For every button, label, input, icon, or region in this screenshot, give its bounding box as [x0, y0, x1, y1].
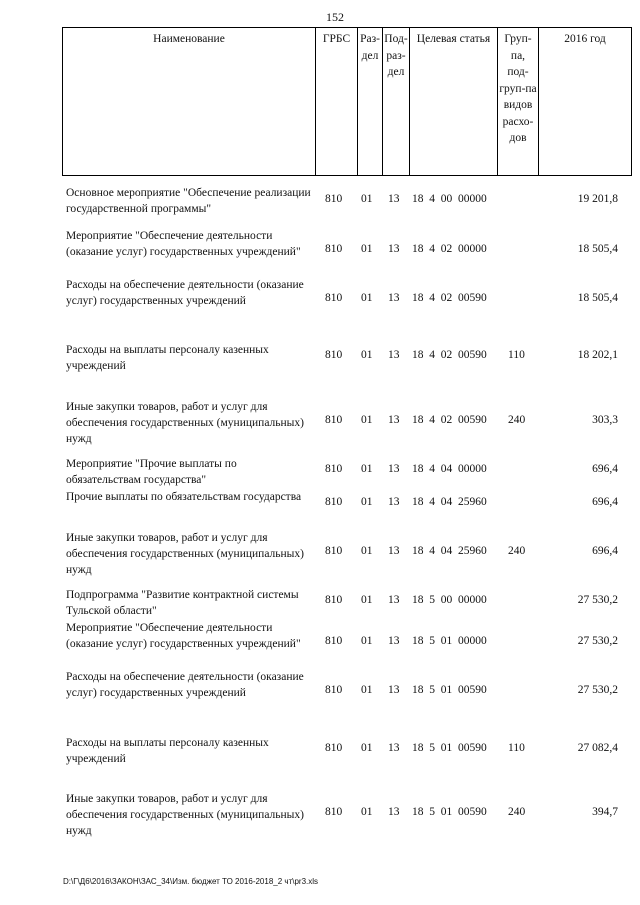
row-amount: 303,3 — [592, 414, 618, 426]
row-target: 18 5 01 00590 — [412, 742, 487, 754]
header-target: Целевая статья — [410, 28, 498, 176]
row-target: 18 4 02 00590 — [412, 414, 487, 426]
row-group: 240 — [508, 414, 526, 426]
row-grbs: 810 — [325, 545, 343, 557]
row-group: 240 — [508, 806, 526, 818]
row-razdel: 01 — [361, 463, 373, 475]
row-amount: 19 201,8 — [577, 193, 618, 205]
row-group: 240 — [508, 545, 526, 557]
row-name: Расходы на выплаты персоналу казенных учреждений — [66, 344, 269, 372]
row-razdel: 01 — [361, 349, 373, 361]
row-podrazdel: 13 — [388, 594, 400, 606]
row-amount: 27 082,4 — [577, 742, 618, 754]
row-podrazdel: 13 — [388, 414, 400, 426]
row-podrazdel: 13 — [388, 243, 400, 255]
row-target: 18 5 01 00590 — [412, 806, 487, 818]
row-razdel: 01 — [361, 193, 373, 205]
row-group: 110 — [508, 742, 525, 754]
row-grbs: 810 — [325, 635, 343, 647]
row-target: 18 5 01 00000 — [412, 635, 487, 647]
row-amount: 696,4 — [592, 545, 618, 557]
row-name: Расходы на выплаты персоналу казенных учреждений — [66, 737, 269, 765]
row-target: 18 5 00 00000 — [412, 594, 487, 606]
row-amount: 18 505,4 — [577, 243, 618, 255]
row-razdel: 01 — [361, 684, 373, 696]
row-podrazdel: 13 — [388, 292, 400, 304]
row-podrazdel: 13 — [388, 742, 400, 754]
row-grbs: 810 — [325, 594, 343, 606]
row-grbs: 810 — [325, 414, 343, 426]
header-podrazdel: Под-раз-дел — [383, 28, 410, 176]
row-target: 18 4 04 25960 — [412, 545, 487, 557]
row-razdel: 01 — [361, 243, 373, 255]
row-name: Расходы на обеспечение деятельности (оказание услуг) государственных учреждений — [66, 279, 304, 307]
row-name: Мероприятие "Обеспечение деятельности (оказание услуг) государственных учреждений" — [66, 230, 301, 258]
row-podrazdel: 13 — [388, 806, 400, 818]
table-header — [62, 27, 632, 176]
row-grbs: 810 — [325, 742, 343, 754]
row-grbs: 810 — [325, 684, 343, 696]
row-grbs: 810 — [325, 243, 343, 255]
row-target: 18 4 02 00000 — [412, 243, 487, 255]
row-target: 18 4 02 00590 — [412, 349, 487, 361]
header-year: 2016 год — [539, 28, 632, 176]
row-razdel: 01 — [361, 414, 373, 426]
row-amount: 18 202,1 — [577, 349, 618, 361]
row-podrazdel: 13 — [388, 684, 400, 696]
row-grbs: 810 — [325, 806, 343, 818]
row-grbs: 810 — [325, 463, 343, 475]
row-razdel: 01 — [361, 545, 373, 557]
row-amount: 18 505,4 — [577, 292, 618, 304]
row-podrazdel: 13 — [388, 635, 400, 647]
row-razdel: 01 — [361, 806, 373, 818]
header-grbs: ГРБС — [316, 28, 358, 176]
row-name: Подпрограмма "Развитие контрактной системы Тульской области" — [66, 589, 299, 617]
row-name: Иные закупки товаров, работ и услуг для обеспечения государственных (муниципальных) нужд — [66, 401, 304, 445]
row-name: Иные закупки товаров, работ и услуг для обеспечения государственных (муниципальных) нужд — [66, 532, 304, 576]
row-amount: 27 530,2 — [577, 594, 618, 606]
header-razdel: Раз-дел — [358, 28, 383, 176]
row-podrazdel: 13 — [388, 545, 400, 557]
row-target: 18 4 02 00590 — [412, 292, 487, 304]
row-name: Иные закупки товаров, работ и услуг для обеспечения государственных (муниципальных) нужд — [66, 793, 304, 837]
row-amount: 27 530,2 — [577, 635, 618, 647]
row-group: 110 — [508, 349, 525, 361]
row-name: Расходы на обеспечение деятельности (оказание услуг) государственных учреждений — [66, 671, 304, 699]
row-razdel: 01 — [361, 635, 373, 647]
row-podrazdel: 13 — [388, 193, 400, 205]
row-amount: 696,4 — [592, 463, 618, 475]
row-amount: 27 530,2 — [577, 684, 618, 696]
row-razdel: 01 — [361, 594, 373, 606]
header-name: Наименование — [63, 28, 316, 176]
row-grbs: 810 — [325, 292, 343, 304]
row-podrazdel: 13 — [388, 496, 400, 508]
row-razdel: 01 — [361, 496, 373, 508]
row-grbs: 810 — [325, 193, 343, 205]
row-name: Основное мероприятие "Обеспечение реализации государственной программы" — [66, 187, 311, 215]
row-grbs: 810 — [325, 496, 343, 508]
header-group: Груп-па, под-груп-па видов расхо-дов — [498, 28, 539, 176]
row-podrazdel: 13 — [388, 463, 400, 475]
page-number: 152 — [326, 10, 344, 24]
row-name: Мероприятие "Прочие выплаты по обязательствам государства" — [66, 458, 237, 486]
row-grbs: 810 — [325, 349, 343, 361]
row-razdel: 01 — [361, 742, 373, 754]
row-name: Мероприятие "Обеспечение деятельности (оказание услуг) государственных учреждений" — [66, 622, 301, 650]
row-target: 18 4 04 00000 — [412, 463, 487, 475]
row-podrazdel: 13 — [388, 349, 400, 361]
row-target: 18 5 01 00590 — [412, 684, 487, 696]
row-target: 18 4 00 00000 — [412, 193, 487, 205]
row-razdel: 01 — [361, 292, 373, 304]
row-target: 18 4 04 25960 — [412, 496, 487, 508]
row-amount: 696,4 — [592, 496, 618, 508]
file-path-footer: D:\Г\Д6\2016\ЗАКОН\ЗАС_34\Изм. бюджет ТО 2016-2018_2 чт\pr3.xls — [63, 877, 319, 886]
row-amount: 394,7 — [592, 806, 618, 818]
row-name: Прочие выплаты по обязательствам государства — [66, 491, 302, 503]
